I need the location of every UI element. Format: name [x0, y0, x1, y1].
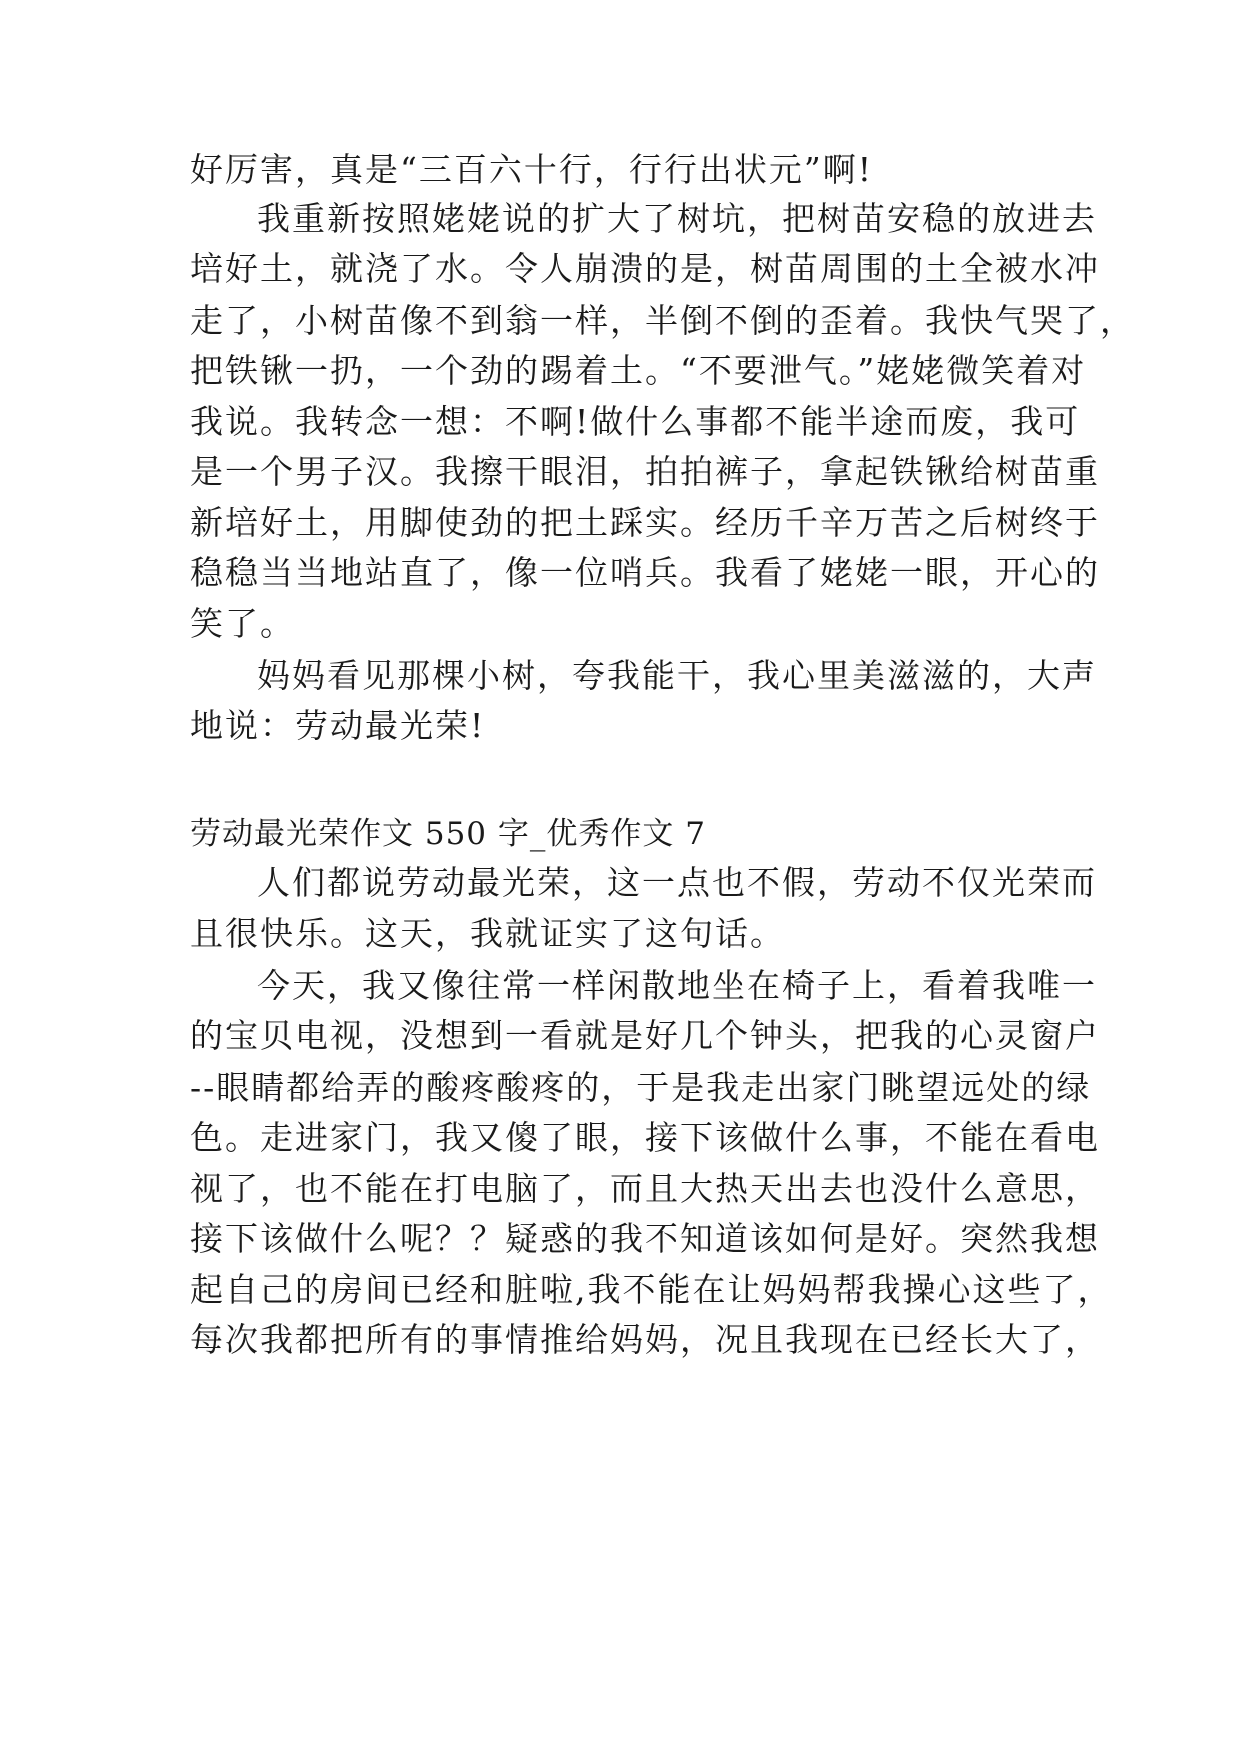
text-line: 接下该做什么呢？？疑惑的我不知道该如何是好。突然我想 [190, 1219, 1100, 1258]
text-line: 起自己的房间已经和脏啦,我不能在让妈妈帮我操心这些了， [190, 1270, 1113, 1309]
text-line: --眼睛都给弄的酸疼酸疼的，于是我走出家门眺望远处的绿 [190, 1068, 1092, 1107]
text-line: 我说。我转念一想：不啊!做什么事都不能半途而废，我可 [190, 402, 1081, 441]
text-line: 每次我都把所有的事情推给妈妈，况且我现在已经长大了， [190, 1320, 1100, 1359]
section-heading: 劳动最光荣作文 550 字_优秀作文 7 [190, 816, 706, 852]
text-line: 妈妈看见那棵小树，夸我能干，我心里美滋滋的，大声 [257, 656, 1097, 695]
text-line: 稳稳当当地站直了，像一位哨兵。我看了姥姥一眼，开心的 [190, 553, 1100, 592]
text-line: 今天，我又像往常一样闲散地坐在椅子上，看着我唯一 [257, 966, 1097, 1005]
text-line: 走了，小树苗像不到翁一样，半倒不倒的歪着。我快气哭了， [190, 301, 1135, 340]
text-line: 地说：劳动最光荣! [190, 706, 486, 745]
text-line: 且很快乐。这天，我就证实了这句话。 [190, 914, 785, 953]
text-line: 视了，也不能在打电脑了，而且大热天出去也没什么意思， [190, 1169, 1100, 1208]
text-line: 的宝贝电视，没想到一看就是好几个钟头，把我的心灵窗户 [190, 1016, 1100, 1055]
text-line: 培好土，就浇了水。令人崩溃的是，树苗周围的土全被水冲 [190, 249, 1100, 288]
text-line: 新培好土，用脚使劲的把土踩实。经历千辛万苦之后树终于 [190, 503, 1100, 542]
text-line: 是一个男子汉。我擦干眼泪，拍拍裤子，拿起铁锹给树苗重 [190, 452, 1100, 491]
text-line: 色。走进家门，我又傻了眼，接下该做什么事，不能在看电 [190, 1118, 1100, 1157]
text-line: 好厉害，真是“三百六十行，行行出状元”啊! [190, 150, 874, 189]
text-line: 笑了。 [190, 604, 295, 643]
text-line: 把铁锹一扔，一个劲的踢着土。“不要泄气。”姥姥微笑着对 [190, 351, 1087, 390]
text-line: 人们都说劳动最光荣，这一点也不假，劳动不仅光荣而 [257, 863, 1097, 902]
text-line: 我重新按照姥姥说的扩大了树坑，把树苗安稳的放进去 [257, 199, 1097, 238]
